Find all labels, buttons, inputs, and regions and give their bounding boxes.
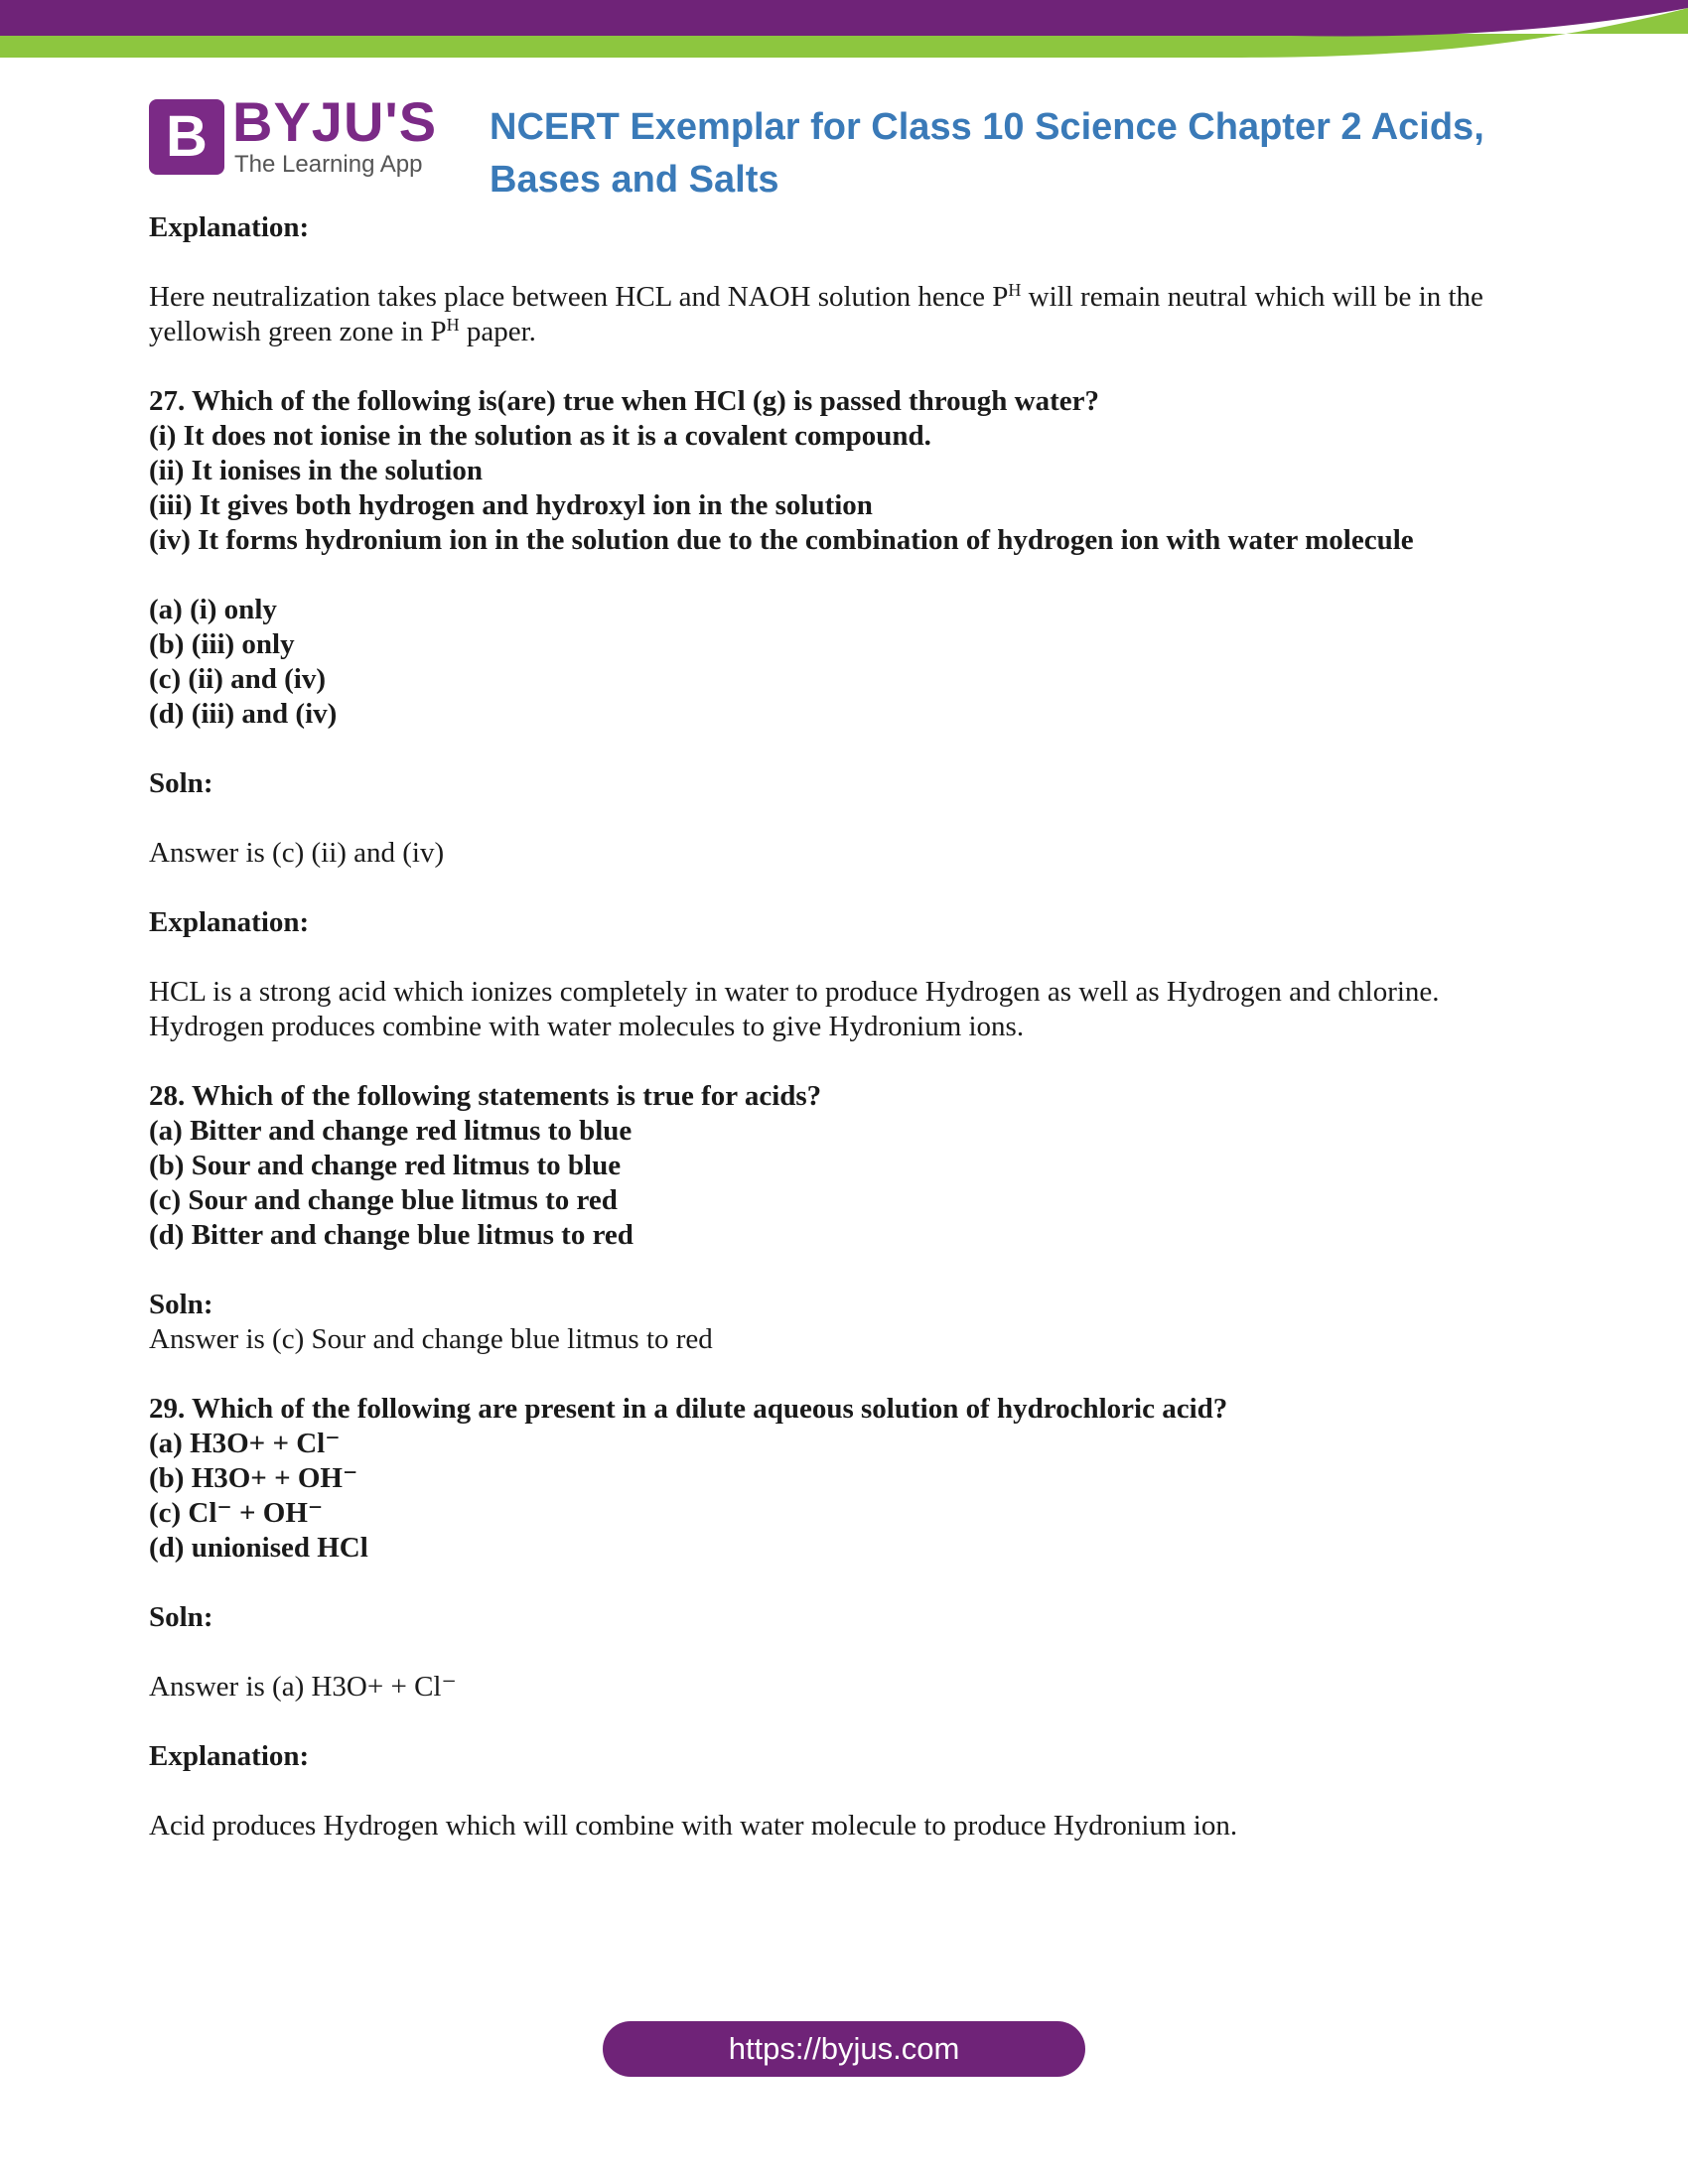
logo-brand-name: BYJU'S bbox=[232, 90, 438, 153]
explanation-heading: Explanation: bbox=[149, 1740, 310, 1772]
superscript: H bbox=[446, 315, 460, 335]
explanation-text: paper. bbox=[459, 316, 536, 347]
question-28: 28. Which of the following statements is true for acids? bbox=[149, 1080, 822, 1112]
explanation-text: will remain neutral which will be in the yellowish green zone in P bbox=[149, 281, 1483, 347]
explanation-heading: Explanation: bbox=[149, 906, 310, 938]
option-item: (a) Bitter and change red litmus to blue bbox=[149, 1115, 633, 1147]
explanation-paragraph bbox=[149, 280, 1539, 349]
footer-url-link[interactable]: https://byjus.com bbox=[603, 2021, 1085, 2077]
explanation-heading: Explanation: bbox=[149, 211, 310, 243]
statement-item: (iii) It gives both hydrogen and hydroxyl ion in the solution bbox=[149, 489, 873, 521]
option-item: (d) Bitter and change blue litmus to red bbox=[149, 1219, 633, 1251]
answer-text: Answer is (a) H3O+ + Cl⁻ bbox=[149, 1671, 457, 1703]
document-body bbox=[149, 210, 1539, 1843]
option-item: (c) Sour and change blue litmus to red bbox=[149, 1184, 618, 1216]
option-item: (c) Cl⁻ + OH⁻ bbox=[149, 1497, 324, 1529]
option-item: (c) (ii) and (iv) bbox=[149, 663, 326, 695]
soln-heading: Soln: bbox=[149, 1289, 213, 1320]
logo-b-box bbox=[149, 99, 224, 175]
statement-item: (iv) It forms hydronium ion in the solution due to the combination of hydrogen ion with water molecule bbox=[149, 524, 1414, 556]
option-item: (d) (iii) and (iv) bbox=[149, 698, 338, 730]
logo-b-letter: B bbox=[166, 104, 208, 169]
explanation-paragraph: Acid produces Hydrogen which will combine with water molecule to produce Hydronium ion. bbox=[149, 1810, 1238, 1842]
answer-text: Answer is (c) (ii) and (iv) bbox=[149, 837, 445, 869]
option-item: (b) Sour and change red litmus to blue bbox=[149, 1150, 622, 1181]
soln-heading: Soln: bbox=[149, 1601, 213, 1633]
byjus-logo[interactable] bbox=[149, 90, 438, 185]
option-item: (a) H3O+ + Cl⁻ bbox=[149, 1428, 341, 1459]
soln-heading: Soln: bbox=[149, 767, 213, 799]
option-item: (d) unionised HCl bbox=[149, 1532, 368, 1564]
statement-item: (ii) It ionises in the solution bbox=[149, 455, 483, 486]
option-item: (b) (iii) only bbox=[149, 628, 295, 660]
explanation-text: Here neutralization takes place between HCL and NAOH solution hence P bbox=[149, 281, 1009, 313]
superscript: H bbox=[1008, 280, 1022, 300]
top-decorative-band bbox=[0, 0, 1688, 60]
question-29: 29. Which of the following are present in a dilute aqueous solution of hydrochloric acid? bbox=[149, 1393, 1228, 1425]
option-item: (a) (i) only bbox=[149, 594, 277, 625]
question-27: 27. Which of the following is(are) true when HCl (g) is passed through water? bbox=[149, 385, 1099, 417]
statement-item: (i) It does not ionise in the solution as it is a covalent compound. bbox=[149, 420, 931, 452]
purple-band bbox=[0, 0, 1688, 36]
document-title: NCERT Exemplar for Class 10 Science Chapter 2 Acids, Bases and Salts bbox=[490, 106, 1484, 201]
logo-tagline: The Learning App bbox=[234, 151, 423, 178]
explanation-paragraph: HCL is a strong acid which ionizes completely in water to produce Hydrogen as well as Hydrogen and chlorine. Hydrogen produces combine with water molecules to give Hydronium ions. bbox=[149, 976, 1440, 1042]
page-header bbox=[149, 90, 1589, 205]
option-item: (b) H3O+ + OH⁻ bbox=[149, 1462, 358, 1494]
answer-text: Answer is (c) Sour and change blue litmus to red bbox=[149, 1323, 713, 1355]
